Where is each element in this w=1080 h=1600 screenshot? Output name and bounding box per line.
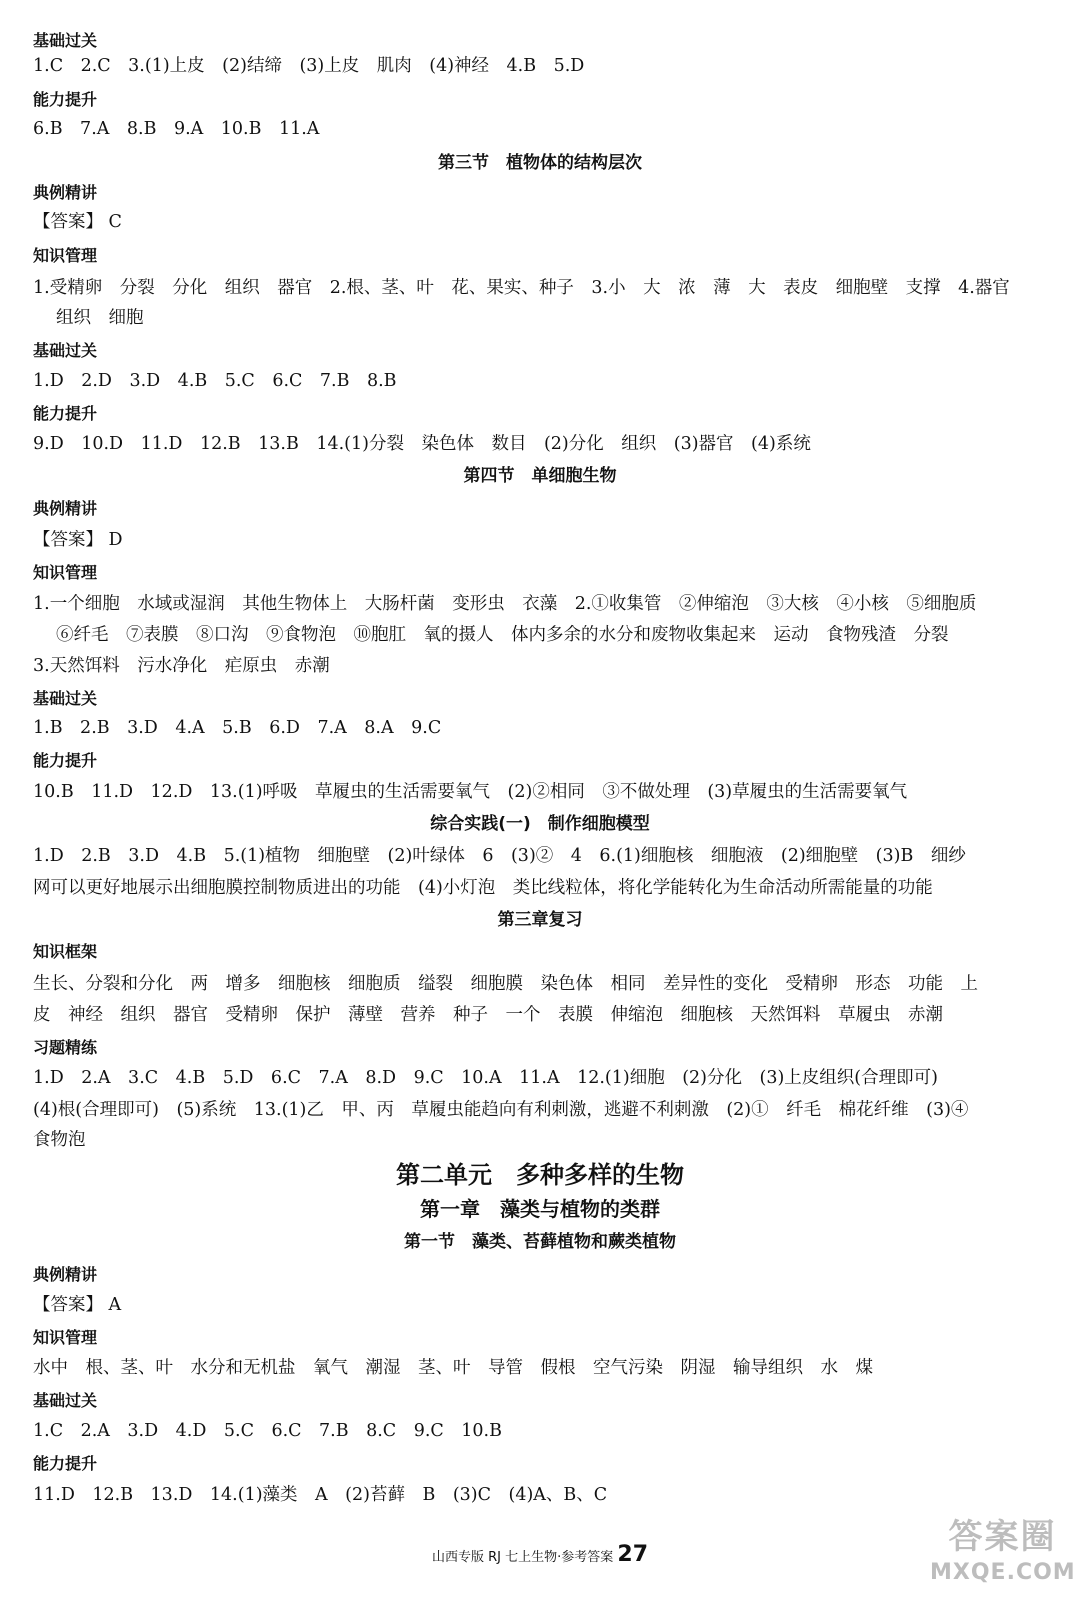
answer-line: 11.D 12.B 13.D 14.(1)藻类 A (2)苔藓 B (3)C (4)A、B、C bbox=[33, 1485, 608, 1505]
answer-line: 10.B 11.D 12.D 13.(1)呼吸 草履虫的生活需要氧气 (2)②相同 ③不做处理 (3)草履虫的生活需要氧气 bbox=[33, 782, 908, 802]
answer-line: 9.D 10.D 11.D 12.B 13.B 14.(1)分裂 染色体 数目 (2)分化 组织 (3)器官 (4)系统 bbox=[33, 434, 811, 454]
section-label: 基础过关 bbox=[33, 689, 98, 708]
answer-line: 1.C 2.A 3.D 4.D 5.C 6.C 7.B 8.C 9.C 10.B bbox=[33, 1421, 502, 1441]
watermark-url: MXQE.COM bbox=[930, 1560, 1076, 1585]
answer-line: ⑥纤毛 ⑦表膜 ⑧口沟 ⑨食物泡 ⑩胞肛 氧的摄人 体内多余的水分和废物收集起来 运动 食物残渣 分裂 bbox=[56, 625, 949, 645]
answer-line: 1.受精卵 分裂 分化 组织 器官 2.根、茎、叶 花、果实、种子 3.小 大 浓 薄 大 表皮 细胞壁 支撑 4.器官 bbox=[33, 278, 1010, 298]
watermark-text: 答案圈 bbox=[948, 1517, 1057, 1557]
answer-line: 1.D 2.A 3.C 4.B 5.D 6.C 7.A 8.D 9.C 10.A 11.A 12.(1)细胞 (2)分化 (3)上皮组织(合理即可) bbox=[33, 1068, 938, 1088]
section-label: 能力提升 bbox=[33, 751, 98, 770]
answer-line: 1.B 2.B 3.D 4.A 5.B 6.D 7.A 8.A 9.C bbox=[33, 718, 442, 738]
page-footer bbox=[0, 1543, 1080, 1570]
answer-line: 【答案】 A bbox=[33, 1295, 122, 1315]
answer-line: 3.天然饵料 污水净化 疟原虫 赤潮 bbox=[33, 656, 330, 676]
section-label: 基础过关 bbox=[33, 1391, 98, 1410]
answer-line: 组织 细胞 bbox=[56, 308, 144, 328]
answer-line: 1.C 2.C 3.(1)上皮 (2)结缔 (3)上皮 肌肉 (4)神经 4.B 5.D bbox=[33, 56, 585, 76]
answer-line: 6.B 7.A 8.B 9.A 10.B 11.A bbox=[33, 119, 320, 139]
section-title: 第一节 藻类、苔藓植物和蕨类植物 bbox=[404, 1232, 676, 1252]
section-label: 能力提升 bbox=[33, 90, 98, 109]
section-title: 第三章复习 bbox=[497, 910, 583, 930]
watermark-logo bbox=[930, 1515, 1075, 1595]
answer-line: 1.一个细胞 水域或湿润 其他生物体上 大肠杆菌 变形虫 衣藻 2.①收集管 ②伸缩泡 ③大核 ④小核 ⑤细胞质 bbox=[33, 594, 977, 614]
section-title: 第三节 植物体的结构层次 bbox=[438, 153, 642, 173]
section-label: 能力提升 bbox=[33, 404, 98, 423]
section-label: 知识管理 bbox=[33, 563, 98, 582]
answer-line: 【答案】 C bbox=[33, 212, 122, 232]
section-label: 基础过关 bbox=[33, 341, 98, 360]
section-label: 知识管理 bbox=[33, 246, 98, 265]
section-label: 典例精讲 bbox=[33, 1265, 98, 1284]
answer-line: 1.D 2.B 3.D 4.B 5.(1)植物 细胞壁 (2)叶绿体 6 (3)② 4 6.(1)细胞核 细胞液 (2)细胞壁 (3)B 细纱 bbox=[33, 846, 966, 866]
chapter-title: 第一章 藻类与植物的类群 bbox=[420, 1197, 660, 1221]
answer-line: 水中 根、茎、叶 水分和无机盐 氧气 潮湿 茎、叶 导管 假根 空气污染 阴湿 输导组织 水 煤 bbox=[33, 1358, 873, 1378]
footer-text: 山西专版 RJ 七上生物·参考答案 bbox=[431, 1550, 614, 1565]
answer-line: 1.D 2.D 3.D 4.B 5.C 6.C 7.B 8.B bbox=[33, 371, 397, 391]
page-number: 27 bbox=[617, 1542, 649, 1567]
answer-line: (4)根(合理即可) (5)系统 13.(1)乙 甲、丙 草履虫能趋向有利刺激，逃避不利刺激 (2)① 纤毛 棉花纤维 (3)④ bbox=[33, 1100, 969, 1120]
section-title: 第四节 单细胞生物 bbox=[463, 466, 617, 486]
answer-line: 生长、分裂和分化 两 增多 细胞核 细胞质 缢裂 细胞膜 染色体 相同 差异性的变化 受精卵 形态 功能 上 bbox=[33, 974, 978, 994]
section-label: 知识框架 bbox=[33, 942, 98, 961]
answer-line: 食物泡 bbox=[33, 1130, 86, 1150]
answer-line: 【答案】 D bbox=[33, 530, 123, 550]
section-label: 基础过关 bbox=[33, 31, 98, 50]
answer-line: 皮 神经 组织 器官 受精卵 保护 薄壁 营养 种子 一个 表膜 伸缩泡 细胞核 天然饵料 草履虫 赤潮 bbox=[33, 1005, 943, 1025]
section-label: 知识管理 bbox=[33, 1328, 98, 1347]
section-title: 综合实践(一) 制作细胞模型 bbox=[430, 814, 650, 834]
section-label: 典例精讲 bbox=[33, 183, 98, 202]
section-label: 习题精练 bbox=[33, 1038, 98, 1057]
answer-line: 网可以更好地展示出细胞膜控制物质进出的功能 (4)小灯泡 类比线粒体，将化学能转化为生命活动所需能量的功能 bbox=[33, 878, 933, 898]
section-label: 能力提升 bbox=[33, 1454, 98, 1473]
section-label: 典例精讲 bbox=[33, 499, 98, 518]
unit-title: 第二单元 多种多样的生物 bbox=[396, 1161, 684, 1189]
